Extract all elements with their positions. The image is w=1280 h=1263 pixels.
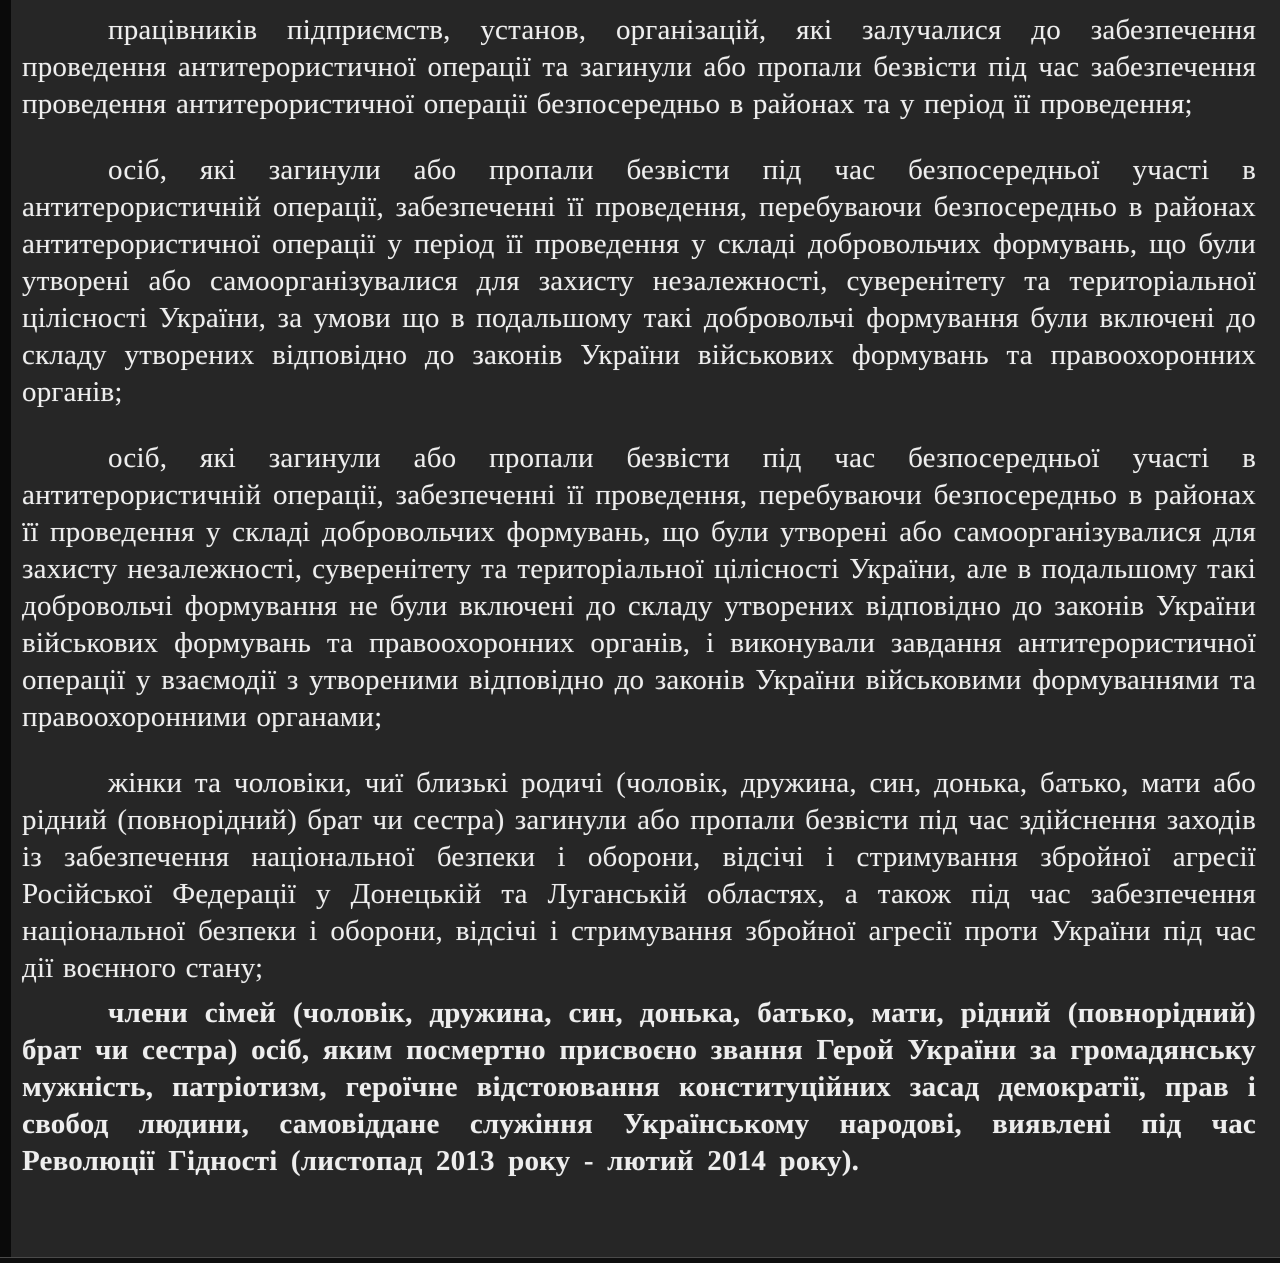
paragraph-relatives-national-security: жінки та чоловіки, чиї близькі родичі (чоловік, дружина, син, донька, батько, мати або рідний (повнорідний) брат чи сестра) загинули або пропали безвісти під час здійснення заходів із забезпечення національної безпеки і оборони, відсічі і стримування збройної агресії Російської Федерації у Донецькій та Луганській областях, а також під час забезпечення національної безпеки і оборони, відсічі і стримування збройної агресії проти України під час дії воєнного стану; <box>22 767 1256 984</box>
paragraph-family-members-hero-of-ukraine: члени сімей (чоловік, дружина, син, донька, батько, мати, рідний (повнорідний) брат чи сестра) осіб, яким посмертно присвоєно звання Герой України за громадянську мужність, патріотизм, героїчне відстоювання конституційних засад демократії, прав і свобод людини, самовіддане служіння Українському народові, виявлені під час Революції Гідності (листопад 2013 року - лютий 2014 року). <box>22 997 1256 1177</box>
page-left-edge <box>0 0 11 1263</box>
paragraph-workers-ato: працівників підприємств, установ, організацій, які залучалися до забезпечення проведення антитерористичної операції та загинули або пропали безвісти під час забезпечення проведення антитерористичної операції безпосередньо в районах та у період її проведення; <box>22 14 1256 120</box>
paragraph-persons-volunteer-not-included: осіб, які загинули або пропали безвісти під час безпосередньої участі в антитерористичній операції, забезпеченні її проведення, перебуваючи безпосередньо в районах її проведення у складі добровольчих формувань, що були утворені або самоорганізувалися для захисту незалежності, суверенітету та територіальної цілісності України, але в подальшому такі добровольчі формування не були включені до складу утворених відповідно до законів України військових формувань та правоохоронних органів, і виконували завдання антитерористичної операції у взаємодії з утвореними відповідно до законів України військовими формуваннями та правоохоронними органами; <box>22 442 1256 733</box>
page-bottom-edge <box>0 1257 1280 1263</box>
paragraph-persons-volunteer-included: осіб, які загинули або пропали безвісти під час безпосередньої участі в антитерористичній операції, забезпеченні її проведення, перебуваючи безпосередньо в районах антитерористичної операції у період її проведення у складі добровольчих формувань, що були утворені або самоорганізувалися для захисту незалежності, суверенітету та територіальної цілісності України, за умови що в подальшому такі добровольчі формування були включені до складу утворених відповідно до законів України військових формувань та правоохоронних органів; <box>22 154 1256 408</box>
document-body <box>22 12 1256 1180</box>
